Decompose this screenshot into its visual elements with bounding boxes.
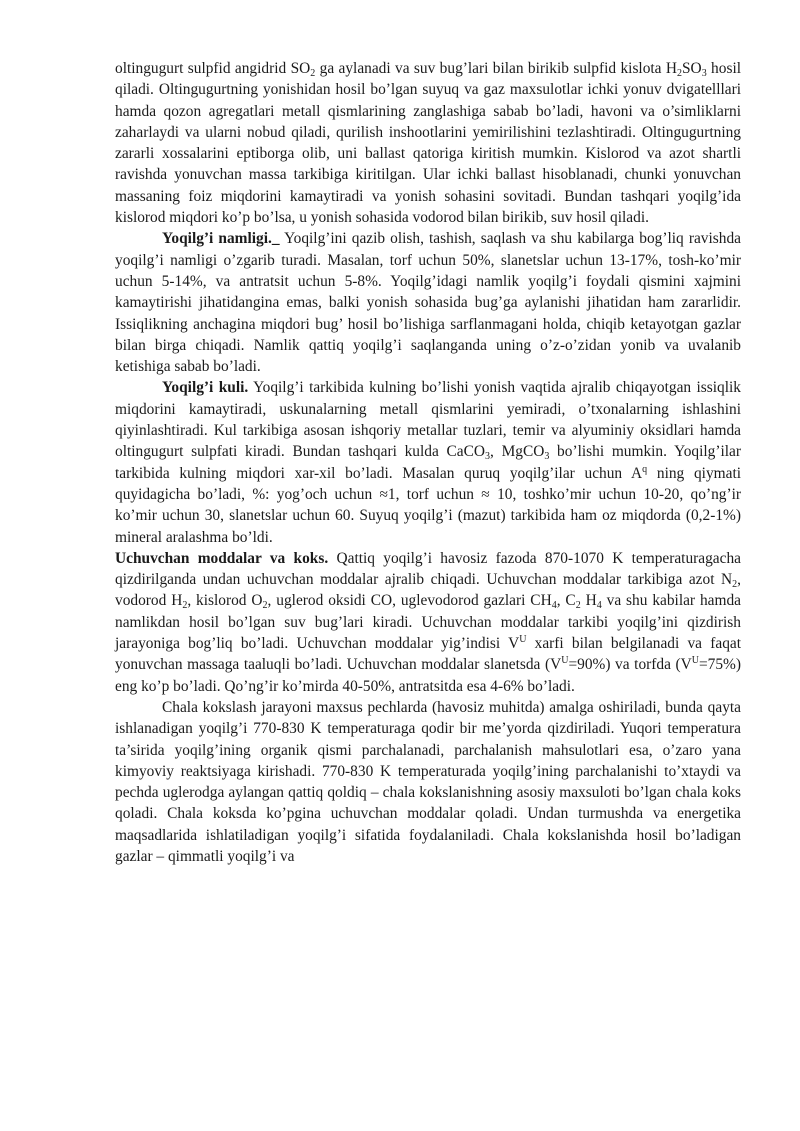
subscript: 2: [732, 579, 738, 591]
subscript: 3: [544, 451, 550, 463]
paragraph-sulfur: [115, 58, 741, 228]
text-run: oltingugurt sulpfid angidrid SO: [115, 60, 311, 77]
subscript: 2: [310, 68, 316, 79]
text-run: Chala kokslash jarayoni maxsus pechlarda (havosiz muhitda) amalga oshiriladi, bunda qayta ishlanadigan yoqilg’i 770-830 K temperaturaga qodir bir me’yorda qizdiriladi. Yuqori temperatura ta’sirida yoqilg’ining organik qismi parchalanadi, parchalanish mahsulotlari esa, o’zaro yana kimyoviy reaktsiyaga kirishadi. 770-830 K temperaturada yoqilg’ining parchalanishi to’xtaydi va pechda uglerodga aylangan qattiq qoldiq – chala kokslanishning asosiy maxsuloti bo’lgan chala koks qoladi. Chala koksda ko’pgina uchuvchan moddalar qoladi. Undan turmushda va energetika maqsadlarida ishlatiladigan yoqilg’i sifatida foydalaniladi. Chala kokslanishda hosil bo’ladigan gazlar – qimmatli yoqilg’i va: [115, 698, 741, 865]
superscript: U: [519, 634, 527, 646]
text-run: , C: [556, 592, 576, 610]
paragraph-moisture: [115, 228, 741, 377]
text-run: va shu kabilar hamda namlikdan hosil bo’lgan suv bug’lari kiradi. Uchuvchan moddalar tarkibi yoqilg’ini qizdirish jarayoniga bog’liq bo’ladi. Uchuvchan moddalar yig’indisi V: [115, 592, 741, 653]
text-run: bo’lishi mumkin. Yoqilg’ilar tarkibida kulning miqdori xar-xil bo’ladi. Masalan quruq yoqilg’ilar uchun A: [115, 443, 741, 482]
superscript: U: [691, 655, 699, 667]
document-body: [115, 58, 741, 867]
subscript: 4: [551, 600, 557, 612]
subscript: 2: [677, 68, 682, 79]
paragraph-semicoking: [115, 697, 741, 867]
text-run: , vodorod H: [115, 571, 741, 610]
heading-moisture: Yoqilg’i namligi._: [162, 230, 280, 248]
text-run: ga aylanadi va suv bug’lari bilan birikib sulpfid kislota H: [315, 60, 677, 77]
text-run: SO: [682, 60, 702, 77]
superscript: q: [642, 463, 648, 475]
paragraph-volatiles: [115, 548, 741, 697]
subscript: 2: [182, 600, 188, 612]
subscript: 2: [575, 600, 581, 612]
subscript: 2: [262, 600, 268, 612]
text-run: Qattiq yoqilg’i havosiz fazoda 870-1070 K temperaturagacha qizdirilganda undan uchuvchan moddalar ajralib chiqadi. Uchuvchan moddalar tarkibiga azot N: [115, 549, 741, 589]
heading-ash: Yoqilg’i kuli.: [162, 379, 249, 397]
superscript: U: [561, 655, 569, 667]
subscript: 4: [596, 600, 602, 612]
text-run: xarfi bilan belgilanadi va faqat yonuvchan massaga taaluqli bo’ladi. Uchuvchan moddalar slanetsda (V: [115, 635, 741, 674]
text-run: =75%) eng ko’p bo’ladi. Qo’ng’ir ko’mirda 40-50%, antratsitda esa 4-6% bo’ladi.: [115, 656, 742, 695]
text-run: =90%) va torfda (V: [568, 656, 692, 674]
heading-volatiles: Uchuvchan moddalar va koks.: [115, 549, 329, 567]
text-run: Yoqilg’i tarkibida kulning bo’lishi yonish vaqtida ajralib chiqayotgan issiqlik miqdorini kamaytiradi, uskunalarning metall qismlarini yemiradi, o’txonalarning ishlashini qiyinlashtiradi. Kul tarkibiga asosan ishqoriy metallar tuzlari, temir va alyuminiy oksidlari hamda oltingugurt sulpfati kiradi. Bundan tashqari kulda CaCO: [115, 379, 741, 461]
text-run: , uglerod oksidi CO, uglevodorod gazlari CH: [267, 592, 552, 610]
text-run: Yoqilg’ini qazib olish, tashish, saqlash va shu kabilarga bog’liq ravishda yoqilg’i namligi o’zgarib turadi. Masalan, torf uchun 50%, slanetslar uchun 13-17%, tosh-ko’mir uchun 5-14%, va antratsit uchun 5-8%. Yoqilg’idagi namlik yoqilg’i foydali qismini xajmini kamaytirishi jihatidangina emas, balki yonish sohasida bug’ga aylanishi jihatidan ham zararlidir. Issiqlikning anchagina miqdori bug’ hosil bo’lishiga sarflanmagani holda, chiqib ketayotgan gazlar bilan birga chiqadi. Namlik qattiq yoqilg’i saqlanganda uning o’z-o’zidan yonib va uvalanib ketishiga sabab bo’ladi.: [115, 230, 741, 376]
subscript: 3: [484, 451, 490, 463]
text-run: hosil qiladi. Oltingugurtning yonishidan hosil bo’lgan suyuq va gaz maxsulotlar ichki yonuv dvigatelllari hamda qozon agregatlari metall qismlarining zanglashiga sabab bo’ladi, havoni va o’simliklarni zaharlaydi va ularni nobud qiladi, qurilish inshootlarini yemirilishini tezlashtiradi. Oltingugurtning zararli xossalarini eptiborga olib, uni ballast qatoriga kiritish mumkin. Kislorod va azot shartli ravishda yonuvchan massa tarkibiga kiritilgan. Ular ichki ballast hisoblanadi, chunki yonuvchan massaning foiz miqdorini kamaytiradi va yonish sohasini sovitadi. Bundan tashqari yoqilg’ida kislorod miqdori ko’p bo’lsa, u yonish sohasida vodorod bilan birikib, suv hosil qiladi.: [115, 60, 741, 227]
text-run: H: [580, 592, 597, 610]
text-run: , MgCO: [489, 443, 545, 461]
text-run: ning qiymati quyidagicha bo’ladi, %: yog’och uchun ≈1, torf uchun ≈ 10, toshko’mir uchun 10-20, qo’ng’ir ko’mir uchun 30, slanetslar uchun 60. Suyuq yoqilg’i (mazut) tarkibida ham oz miqdorda (0,2-1%) mineral aralashma bo’ldi.: [115, 464, 741, 546]
subscript: 3: [701, 68, 707, 79]
text-run: , kislorod O: [187, 592, 263, 610]
paragraph-ash: [115, 377, 741, 547]
